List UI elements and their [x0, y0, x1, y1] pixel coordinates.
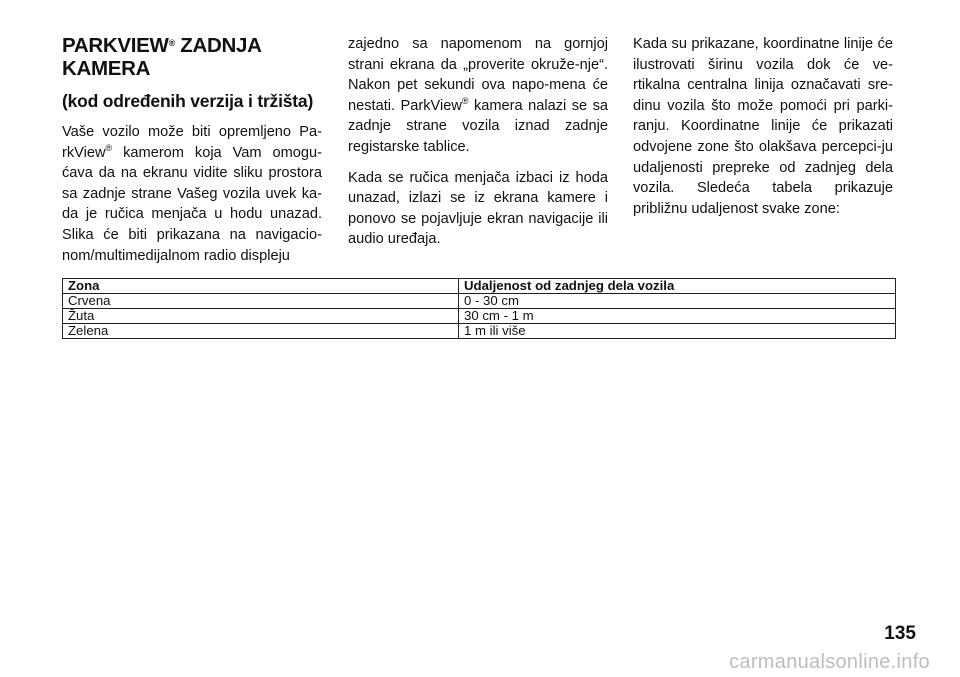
column-2: [348, 34, 608, 260]
page-number: 135: [884, 623, 916, 644]
table-cell-distance: 30 cm - 1 m: [459, 309, 896, 324]
table-cell-zone: Zelena: [63, 324, 459, 339]
table-header-distance: Udaljenost od zadnjeg dela vozila: [459, 279, 896, 294]
watermark-text: carmanualsonline.info: [729, 651, 930, 673]
zone-distance-table: [62, 278, 896, 339]
table-header-row: [63, 279, 896, 294]
table-row: [63, 294, 896, 309]
table-cell-distance: 1 m ili više: [459, 324, 896, 339]
table-cell-zone: Žuta: [63, 309, 459, 324]
paragraph-camera-location: zajedno sa napomenom na gornjoj strani ekrana da „proverite okruže-nje“. Nakon pet sekundi ova napo-mena će nestati. ParkView® kamera nalazi se sa zadnje strane vozila iznad zadnje registarske tablice.: [348, 36, 608, 155]
column-1: [62, 34, 322, 276]
table-row: [63, 309, 896, 324]
table-cell-distance: 0 - 30 cm: [459, 294, 896, 309]
table-cell-zone: Crvena: [63, 294, 459, 309]
section-subtitle: (kod određenih verzija i tržišta): [62, 91, 314, 111]
column-3: [633, 34, 893, 229]
table-row: [63, 324, 896, 339]
paragraph-grid-lines: Kada su prikazane, koordinatne linije će ilustrovati širinu vozila dok će ve-rtikalna centralna linija označavati sre-dinu vozila što može pomoći pri parki-ranju. Koordinatne linije će prikazati odvojene zone što olakšava percepci-ju udaljenosti prepreke od zadnjeg dela vozila. Sledeća tabela prikazuje približnu udaljenost svake zone:: [633, 36, 893, 217]
paragraph-exit-reverse: Kada se ručica menjača izbaci iz hoda unazad, izlazi se iz ekrana kamere i ponovo se pojavljuje ekran navigacije ili audio uređaja.: [348, 169, 608, 248]
table-header-zone: Zona: [63, 279, 459, 294]
section-title: PARKVIEW® ZADNJA KAMERA: [62, 34, 262, 80]
paragraph-intro: Vaše vozilo može biti opremljeno Pa-rkView® kamerom koja Vam omogu-ćava da na ekranu vidite sliku prostora sa zadnje strane Vašeg vozila uvek ka-da je ručica menjača u hodu unazad. Slika će biti prikazana na navigacio-nom/multimedijalnom radio displeju: [62, 124, 322, 264]
